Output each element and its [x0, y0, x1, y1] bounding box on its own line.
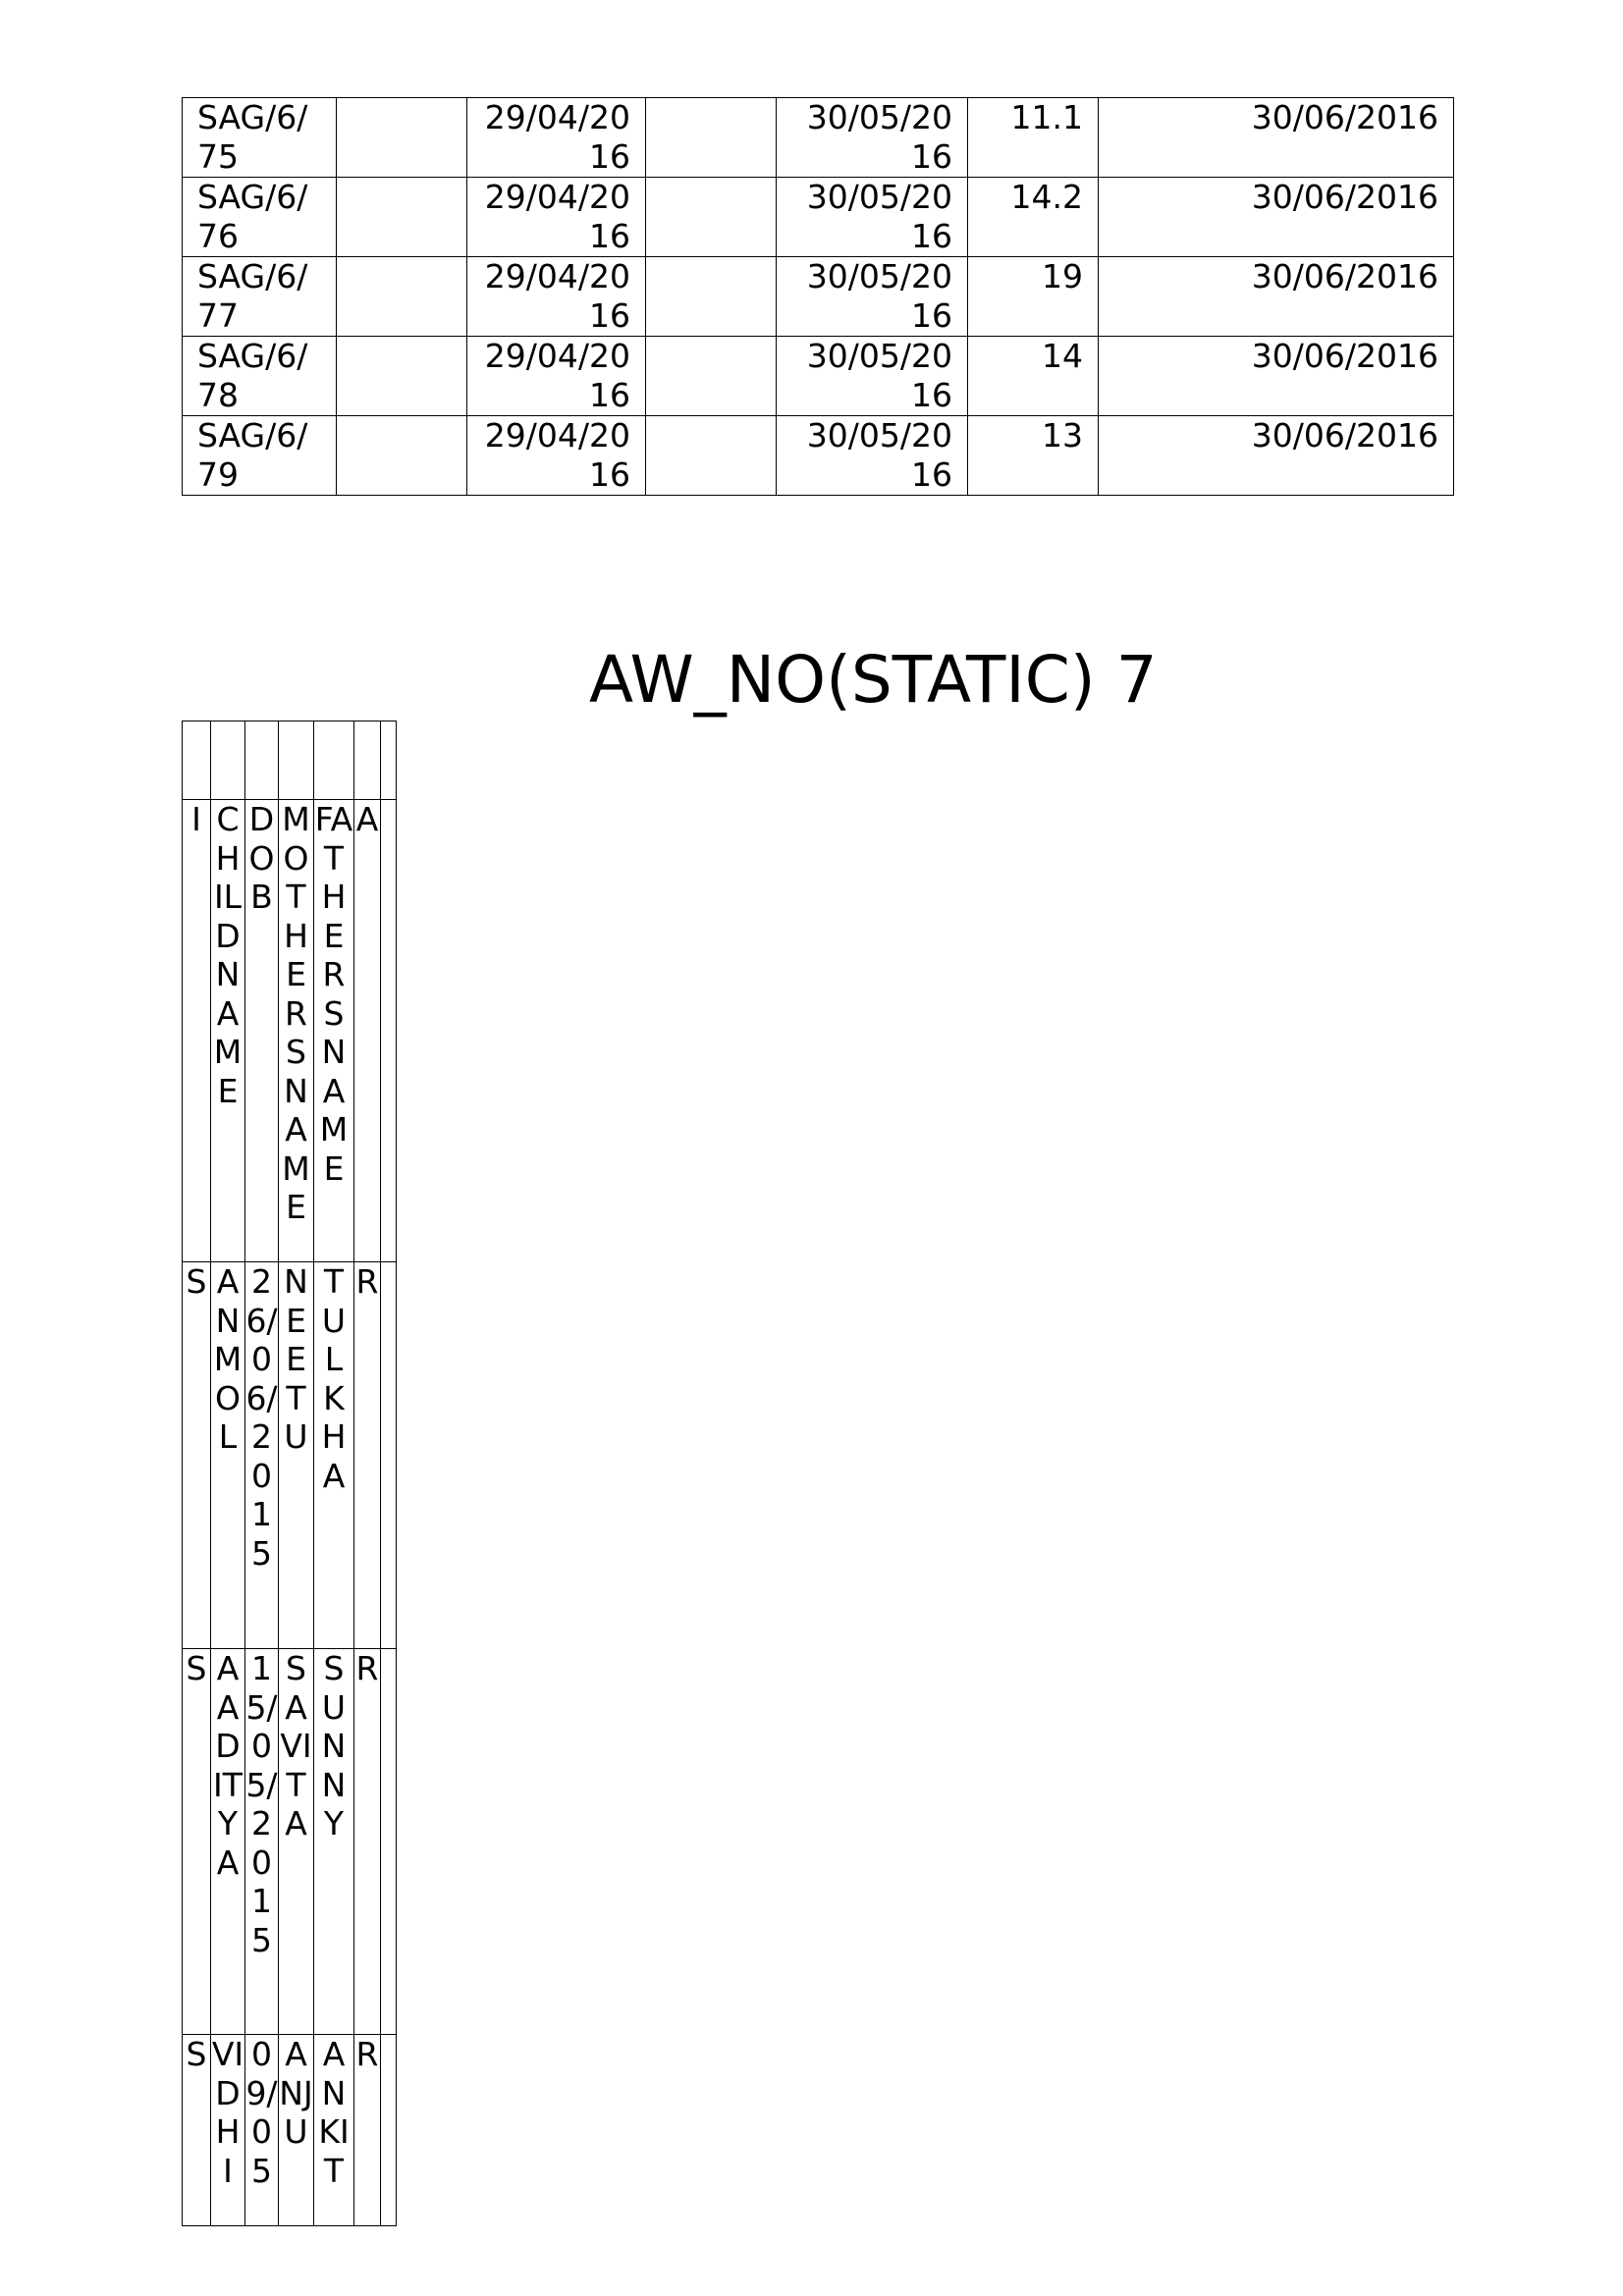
- date-cell: 30/05/2016: [777, 337, 968, 416]
- father-name-cell: [314, 1649, 354, 2035]
- value-cell: 14.2: [968, 178, 1099, 257]
- child-name-cell: [211, 1262, 245, 1649]
- date-cell: 30/05/2016: [777, 257, 968, 337]
- cell-text: NEETU: [284, 1262, 308, 1456]
- header-row: [183, 800, 397, 1262]
- header-label: A: [355, 800, 379, 838]
- date-cell: 30/05/2016: [777, 178, 968, 257]
- header-cell: [211, 800, 251, 1262]
- child-name-cell: [211, 2035, 245, 2226]
- blank-cell: [337, 416, 467, 496]
- value-cell: 13: [968, 416, 1099, 496]
- record-id-cell: SAG/6/76: [183, 178, 337, 257]
- record-id-cell: SAG/6/78: [183, 337, 337, 416]
- data-cell: [354, 1649, 381, 2035]
- mother-name-cell: [279, 1262, 314, 1649]
- date-cell: 30/06/2016: [1099, 178, 1454, 257]
- header-cell: [279, 800, 317, 1262]
- dob-cell: [245, 1262, 279, 1649]
- date-cell: 29/04/2016: [467, 337, 646, 416]
- blank-cell: [337, 337, 467, 416]
- date-cell: 30/05/2016: [777, 98, 968, 178]
- cell-text: 15/05/2015: [245, 1649, 278, 1959]
- table-row: [183, 416, 1454, 496]
- cell-text: 26/06/2015: [245, 1262, 278, 1573]
- table-row: [183, 2035, 397, 2226]
- value-cell: 19: [968, 257, 1099, 337]
- date-cell: 30/05/2016: [777, 416, 968, 496]
- blank-cell: [337, 98, 467, 178]
- header-label: FATHERS NAME: [314, 800, 354, 1188]
- date-cell: 29/04/2016: [467, 178, 646, 257]
- cell-text: R: [355, 1649, 379, 1687]
- empty-cell: [245, 721, 279, 800]
- data-cell: [381, 1649, 397, 2035]
- record-id-cell: SAG/6/79: [183, 416, 337, 496]
- value-cell: 14: [968, 337, 1099, 416]
- record-id-cell: SAG/6/75: [183, 98, 337, 178]
- blank-cell: [337, 178, 467, 257]
- dob-cell: [245, 2035, 279, 2226]
- header-label: I: [191, 800, 201, 838]
- header-cell: [381, 800, 397, 1262]
- children-table-body: [183, 721, 397, 2226]
- date-cell: 30/06/2016: [1099, 98, 1454, 178]
- section-title: AW_NO(STATIC) 7: [589, 642, 1158, 718]
- date-cell: 29/04/2016: [467, 416, 646, 496]
- date-cell: 29/04/2016: [467, 257, 646, 337]
- table-row: [183, 98, 1454, 178]
- blank-cell: [646, 416, 777, 496]
- father-name-cell: [314, 2035, 354, 2226]
- empty-cell: [314, 721, 354, 800]
- cell-text: SUNNY: [321, 1649, 347, 1842]
- data-cell: [183, 1262, 211, 1649]
- records-table-body: [183, 98, 1454, 496]
- header-cell: [183, 800, 211, 1262]
- cell-text: ANJU: [279, 2035, 313, 2151]
- header-label: DOB: [248, 800, 275, 916]
- value-cell: 11.1: [968, 98, 1099, 178]
- cell-text: ANKIT: [318, 2035, 350, 2190]
- table-row: [183, 721, 397, 800]
- empty-cell: [211, 721, 245, 800]
- data-cell: [183, 2035, 211, 2226]
- blank-cell: [646, 257, 777, 337]
- cell-text: R: [355, 1262, 379, 1301]
- header-cell: [245, 800, 279, 1262]
- date-cell: 30/06/2016: [1099, 337, 1454, 416]
- cell-text: SAVITA: [280, 1649, 312, 1842]
- cell-text: TULKHA: [321, 1262, 347, 1495]
- empty-cell: [381, 721, 397, 800]
- empty-cell: [279, 721, 314, 800]
- data-cell: [183, 1649, 211, 2035]
- header-label: MOTHERS NAME: [282, 800, 317, 1226]
- header-cell: [314, 800, 354, 1262]
- table-row: [183, 337, 1454, 416]
- empty-cell: [183, 721, 211, 800]
- data-cell: [381, 2035, 397, 2226]
- blank-cell: [337, 257, 467, 337]
- table-row: [183, 1262, 397, 1649]
- blank-cell: [646, 178, 777, 257]
- empty-cell: [354, 721, 381, 800]
- data-cell: [354, 2035, 381, 2226]
- records-table: [182, 97, 1454, 496]
- table-row: [183, 178, 1454, 257]
- data-cell: [381, 1262, 397, 1649]
- cell-text: ANMOL: [213, 1262, 243, 1456]
- children-table: [182, 721, 397, 2226]
- cell-text: VIDHI: [211, 2035, 244, 2190]
- cell-text: S: [186, 1262, 207, 1301]
- date-cell: 30/06/2016: [1099, 257, 1454, 337]
- mother-name-cell: [279, 2035, 314, 2226]
- data-cell: [354, 1262, 381, 1649]
- cell-text: S: [186, 2035, 207, 2073]
- cell-text: AADITYA: [213, 1649, 243, 1882]
- header-label: CHILD NAME: [213, 800, 251, 1110]
- father-name-cell: [314, 1262, 354, 1649]
- record-id-cell: SAG/6/77: [183, 257, 337, 337]
- table-row: [183, 1649, 397, 2035]
- table-row: [183, 257, 1454, 337]
- date-cell: 29/04/2016: [467, 98, 646, 178]
- mother-name-cell: [279, 1649, 314, 2035]
- cell-text: S: [186, 1649, 207, 1687]
- cell-text: R: [355, 2035, 379, 2073]
- blank-cell: [646, 98, 777, 178]
- dob-cell: [245, 1649, 279, 2035]
- child-name-cell: [211, 1649, 245, 2035]
- cell-text: 09/05: [245, 2035, 278, 2190]
- header-cell: [354, 800, 381, 1262]
- blank-cell: [646, 337, 777, 416]
- date-cell: 30/06/2016: [1099, 416, 1454, 496]
